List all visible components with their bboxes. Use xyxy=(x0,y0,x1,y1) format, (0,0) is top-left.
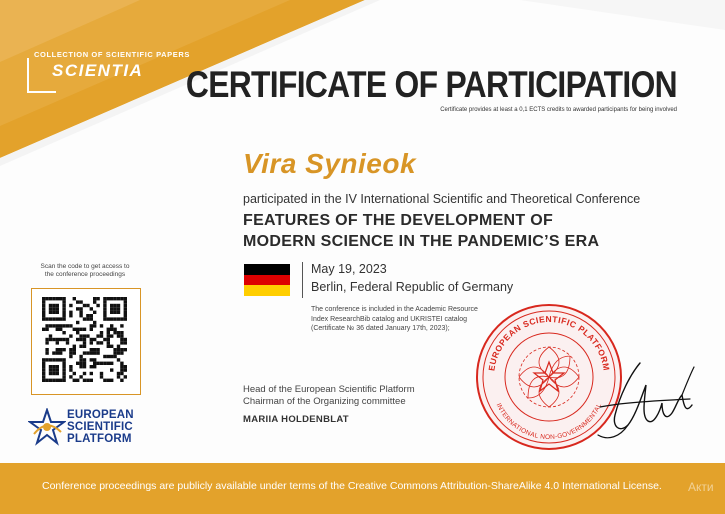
seal-top-text: EUROPEAN SCIENTIFIC PLATFORM xyxy=(486,314,612,372)
esp-logo-text: EUROPEAN SCIENTIFIC PLATFORM xyxy=(67,409,134,445)
conference-title-line2: MODERN SCIENCE IN THE PANDEMIC’S ERA xyxy=(243,233,600,250)
brand-collection-label: COLLECTION OF SCIENTIFIC PAPERS xyxy=(34,50,190,59)
brand-logo-text: SCIENTIA xyxy=(52,61,144,80)
conference-title-line1: FEATURES OF THE DEVELOPMENT OF xyxy=(243,212,554,229)
divider xyxy=(302,262,303,298)
signatory-name: MARIIA HOLDENBLAT xyxy=(243,414,349,425)
license-text: Conference proceedings are publicly available under terms of the Creative Commons Attribution-ShareAlike 4.0 International License. xyxy=(42,480,662,492)
conference-place: Berlin, Federal Republic of Germany xyxy=(311,280,514,294)
handwritten-signature xyxy=(590,355,700,445)
qr-caption: Scan the code to get access to the conference proceedings xyxy=(40,263,130,278)
esp-star-icon xyxy=(28,408,66,446)
conference-catalog-note: The conference is included in the Academic Resource Index ResearchBib catalog and UKRISTEI catalog (Certificate № 36 dated January 17th, 2023); xyxy=(311,306,478,332)
conference-date: May 19, 2023 xyxy=(311,262,387,276)
certificate-title: CERTIFICATE OF PARTICIPATION xyxy=(185,64,677,105)
credits-note: Certificate provides at least a 0,1 ECTS credits to awarded participants for being involved xyxy=(440,107,677,113)
flag-stripe-red xyxy=(244,275,290,286)
flag-stripe-black xyxy=(244,264,290,275)
germany-flag-icon xyxy=(244,264,290,296)
activation-watermark: Акти xyxy=(688,480,714,494)
seal-bottom-text: INTERNATIONAL NON-GOVERNMENTAL xyxy=(494,402,604,442)
participated-text: participated in the IV International Scientific and Theoretical Conference xyxy=(243,192,641,206)
signatory-titles: Head of the European Scientific Platform Chairman of the Organizing committee xyxy=(243,384,415,407)
conference-title xyxy=(243,210,599,252)
qr-code-icon xyxy=(32,289,139,393)
participant-name: Vira Synieok xyxy=(243,148,417,179)
flag-stripe-gold xyxy=(244,285,290,296)
qr-code[interactable] xyxy=(31,288,141,395)
